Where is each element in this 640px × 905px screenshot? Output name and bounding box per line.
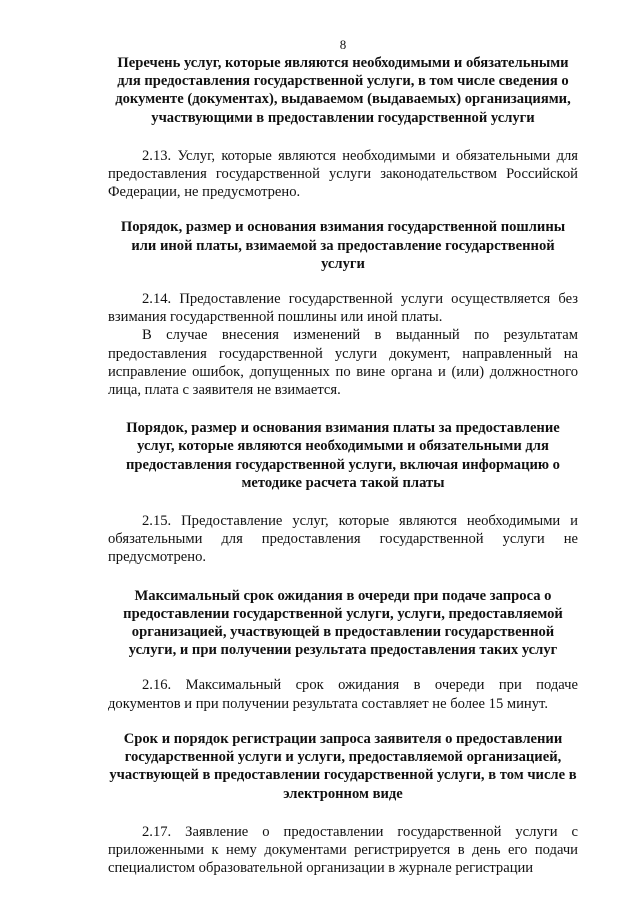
spacer (108, 659, 578, 676)
section-heading-registration: Срок и порядок регистрации запроса заявителя о предоставлении государственной услуги и услуги, предоставляемой организацией, участвующей в предоставлении государственной услуги, в том числе в электронном виде (109, 730, 577, 802)
spacer (108, 399, 578, 419)
paragraph-2-17: 2.17. Заявление о предоставлении государственной услуги с приложенными к нему документами регистрируется в день его подачи специалистом образовательной организации в журнале регистрации (108, 823, 578, 877)
section-heading-fee-for-services: Порядок, размер и основания взимания платы за предоставление услуг, которые являются необходимыми и обязательными для предоставления государственной услуги, включая информацию о методике расчета такой платы (126, 420, 560, 491)
spacer (108, 713, 578, 730)
spacer (108, 567, 578, 587)
section-heading-services-list: Перечень услуг, которые являются необходимыми и обязательными для предоставления государственной услуги, в том числе сведения о документе (документах), выдаваемом (выдаваемых) организациями, участвующими в предоставлении государственной услуги (115, 55, 571, 126)
paragraph-2-14: 2.14. Предоставление государственной услуги осуществляется без взимания государственной пошлины или иной платы. (108, 291, 578, 326)
paragraph-2-16: 2.16. Максимальный срок ожидания в очереди при подаче документов и при получении результата составляет не более 15 минут. (108, 677, 578, 712)
section-heading-queue-time: Максимальный срок ожидания в очереди при подаче запроса о предоставлении государственной услуги, услуги, предоставляемой организацией, участвующей в предоставлении государственной услуги, и при получении результата предоставления таких услуг (123, 587, 563, 659)
spacer (108, 127, 578, 147)
paragraph-2-15: 2.15. Предоставление услуг, которые являются необходимыми и обязательными для предоставления государственной услуги не предусмотрено. (108, 513, 578, 566)
section-heading-state-fee: Порядок, размер и основания взимания государственной пошлины или иной платы, взимаемой за предоставление государственной услуги (120, 219, 566, 272)
spacer (108, 803, 578, 823)
paragraph-2-13: 2.13. Услуг, которые являются необходимыми и обязательными для предоставления государственной услуги законодательством Российской Федерации, не предусмотрено. (108, 147, 578, 201)
spacer (108, 201, 578, 218)
page-number: 8 (339, 37, 347, 52)
spacer (108, 273, 578, 290)
spacer (108, 492, 578, 512)
paragraph-2-14-amendment: В случае внесения изменений в выданный по результатам предоставления государственной услуги документ, направленный на исправление ошибок, допущенных по вине органа и (или) должностного лица, плата с заявителя не взимается. (108, 327, 578, 399)
